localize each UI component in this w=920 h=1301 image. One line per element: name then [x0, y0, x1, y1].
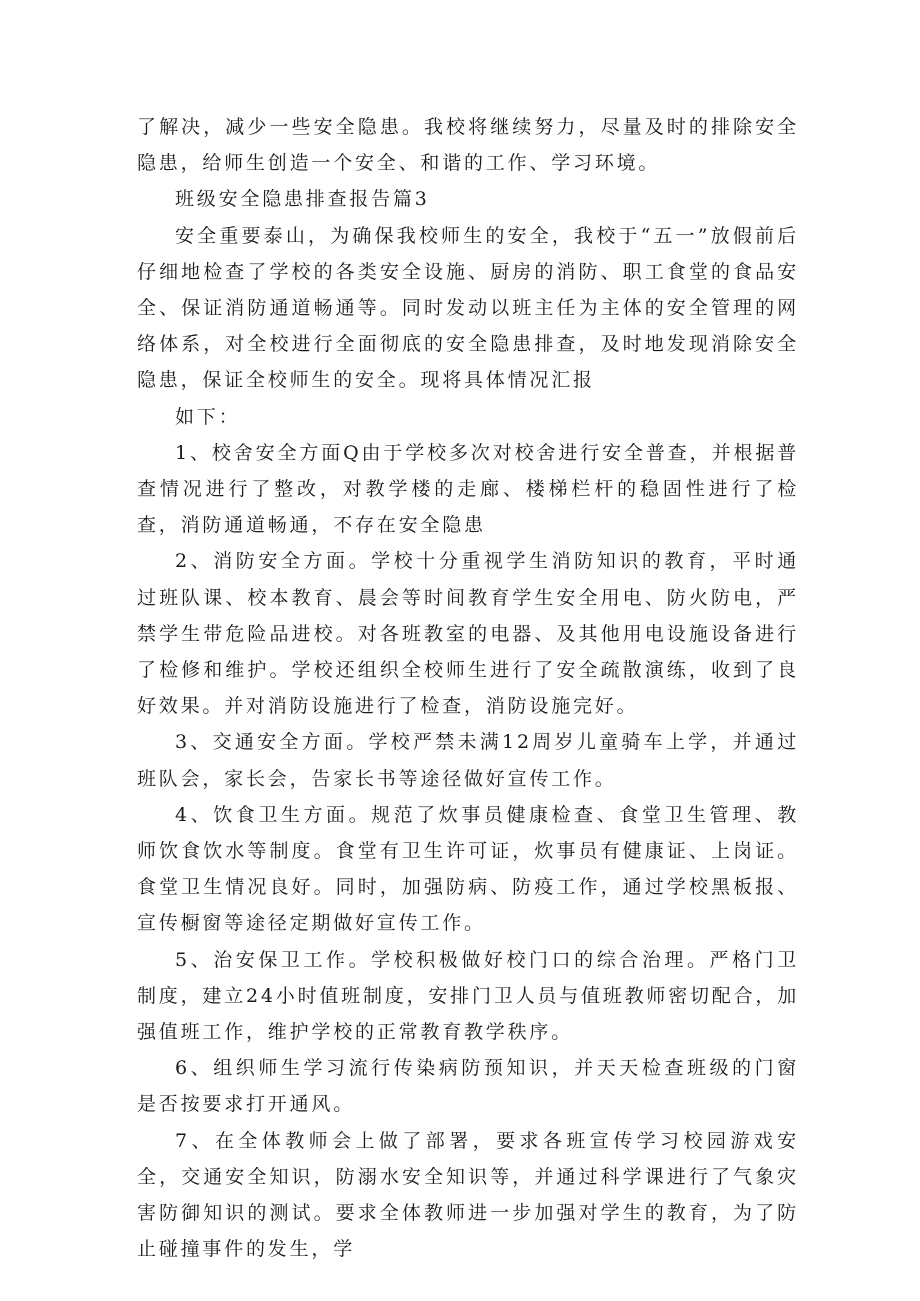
paragraph-as-follows: 如下： — [175, 405, 241, 428]
paragraph-item-5-security: 5、治安保卫工作。学校积极做好校门口的综合治理。严格门卫制度，建立24小时值班制度，安排门卫人员与值班教师密切配合，加强值班工作，维护学校的正常教育教学秩序。 — [137, 948, 799, 1044]
paragraph-continuation: 了解决，减少一些安全隐患。我校将继续努力，尽量及时的排除安全隐患，给师生创造一个安全、和谐的工作、学习环境。 — [137, 116, 799, 175]
paragraph-item-7-staff-meeting: 7、在全体教师会上做了部署，要求各班宣传学习校园游戏安全，交通安全知识，防溺水安全知识等，并通过科学课进行了气象灾害防御知识的测试。要求全体教师进一步加强对学生的教育，为了防止碰撞事件的发生，学 — [137, 1129, 799, 1261]
paragraph-item-1-building-safety: 1、校舍安全方面Q由于学校多次对校舍进行安全普查，并根据普查情况进行了整改，对教学楼的走廊、楼梯栏杆的稳固性进行了检查，消防通道畅通，不存在安全隐患 — [137, 441, 799, 537]
paragraph-item-2-fire-safety: 2、消防安全方面。学校十分重视学生消防知识的教育，平时通过班队课、校本教育、晨会等时间教育学生安全用电、防火防电，严禁学生带危险品进校。对各班教室的电器、及其他用电设施设备进行了检修和维护。学校还组织全校师生进行了安全疏散演练，收到了良好效果。并对消防设施进行了检查，消防设施完好。 — [137, 550, 799, 718]
paragraph-intro: 安全重要泰山，为确保我校师生的安全，我校于“五一”放假前后仔细地检查了学校的各类安全设施、厨房的消防、职工食堂的食品安全、保证消防通道畅通等。同时发动以班主任为主体的安全管理的网络体系，对全校进行全面彻底的安全隐患排查，及时地发现消除安全隐患，保证全校师生的安全。现将具体情况汇报 — [137, 224, 799, 392]
paragraph-item-6-disease-prevention: 6、组织师生学习流行传染病防预知识，并天天检查班级的门窗是否按要求打开通风。 — [137, 1057, 799, 1116]
section-heading: 班级安全隐患排查报告篇3 — [175, 188, 430, 211]
paragraph-item-4-food-hygiene: 4、饮食卫生方面。规范了炊事员健康检查、食堂卫生管理、教师饮食饮水等制度。食堂有卫生许可证，炊事员有健康证、上岗证。食堂卫生情况良好。同时，加强防病、防疫工作，通过学校黑板报、宣传橱窗等途径定期做好宣传工作。 — [137, 803, 799, 935]
document-page — [137, 109, 799, 1268]
paragraph-item-3-traffic-safety: 3、交通安全方面。学校严禁未满12周岁儿童骑车上学，并通过班队会，家长会，告家长书等途径做好宣传工作。 — [137, 731, 799, 790]
